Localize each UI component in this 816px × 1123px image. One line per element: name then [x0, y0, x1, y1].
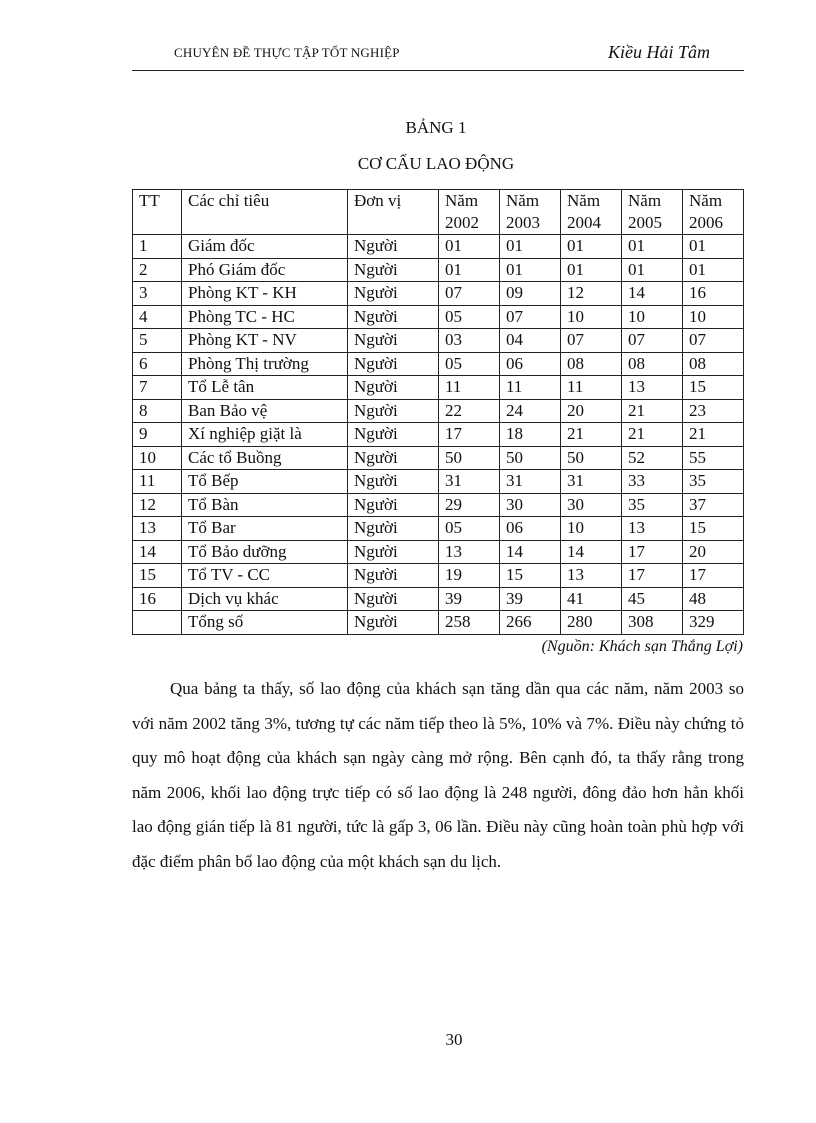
cell-value: 15	[683, 517, 744, 541]
cell-value: 15	[683, 376, 744, 400]
cell-value: 17	[683, 564, 744, 588]
cell-unit: Người	[348, 493, 439, 517]
cell-tt: 2	[133, 258, 182, 282]
cell-name: Phòng Thị trường	[182, 352, 348, 376]
cell-value: 30	[500, 493, 561, 517]
labor-structure-table	[132, 189, 744, 635]
cell-value: 266	[500, 611, 561, 635]
cell-value: 31	[439, 470, 500, 494]
cell-tt: 8	[133, 399, 182, 423]
cell-name: Giám đốc	[182, 235, 348, 259]
cell-tt: 5	[133, 329, 182, 353]
page-header	[132, 40, 744, 71]
cell-value: 17	[439, 423, 500, 447]
cell-tt: 6	[133, 352, 182, 376]
cell-value: 10	[561, 517, 622, 541]
cell-unit: Người	[348, 517, 439, 541]
table-header-row	[133, 190, 744, 235]
cell-unit: Người	[348, 329, 439, 353]
table-row	[133, 493, 744, 517]
table-row	[133, 540, 744, 564]
table-row	[133, 329, 744, 353]
cell-value: 03	[439, 329, 500, 353]
cell-value: 33	[622, 470, 683, 494]
cell-name: Tổ Bar	[182, 517, 348, 541]
cell-value: 11	[500, 376, 561, 400]
table-body	[133, 235, 744, 635]
cell-name: Các tổ Buồng	[182, 446, 348, 470]
table-row	[133, 399, 744, 423]
cell-name: Dịch vụ khác	[182, 587, 348, 611]
cell-value: 01	[622, 258, 683, 282]
cell-name: Tổ Bàn	[182, 493, 348, 517]
cell-value: 24	[500, 399, 561, 423]
cell-name: Phó Giám đốc	[182, 258, 348, 282]
cell-name: Xí nghiệp giặt là	[182, 423, 348, 447]
header-title: CHUYÊN ĐỀ THỰC TẬP TỐT NGHIỆP	[174, 45, 400, 60]
cell-value: 37	[683, 493, 744, 517]
cell-unit: Người	[348, 446, 439, 470]
cell-value: 13	[439, 540, 500, 564]
cell-unit: Người	[348, 258, 439, 282]
cell-value: 12	[561, 282, 622, 306]
cell-value: 280	[561, 611, 622, 635]
cell-value: 29	[439, 493, 500, 517]
cell-value: 17	[622, 540, 683, 564]
cell-value: 21	[622, 423, 683, 447]
table-row	[133, 258, 744, 282]
cell-unit: Người	[348, 305, 439, 329]
cell-tt: 1	[133, 235, 182, 259]
cell-value: 01	[439, 235, 500, 259]
table-row	[133, 235, 744, 259]
cell-value: 01	[683, 235, 744, 259]
cell-value: 20	[561, 399, 622, 423]
header-year-2003: Năm 2003	[500, 190, 561, 235]
cell-name: Phòng KT - NV	[182, 329, 348, 353]
cell-tt: 16	[133, 587, 182, 611]
cell-value: 20	[683, 540, 744, 564]
table-row	[133, 423, 744, 447]
cell-value: 09	[500, 282, 561, 306]
cell-value: 07	[439, 282, 500, 306]
cell-unit: Người	[348, 376, 439, 400]
cell-value: 08	[561, 352, 622, 376]
cell-value: 11	[439, 376, 500, 400]
cell-unit: Người	[348, 399, 439, 423]
cell-value: 39	[500, 587, 561, 611]
cell-value: 01	[500, 235, 561, 259]
cell-tt: 9	[133, 423, 182, 447]
cell-value: 01	[561, 258, 622, 282]
cell-value: 07	[500, 305, 561, 329]
cell-value: 13	[622, 517, 683, 541]
cell-value: 11	[561, 376, 622, 400]
cell-value: 10	[622, 305, 683, 329]
cell-value: 19	[439, 564, 500, 588]
cell-value: 13	[561, 564, 622, 588]
cell-value: 15	[500, 564, 561, 588]
cell-name: Tổng số	[182, 611, 348, 635]
cell-tt: 7	[133, 376, 182, 400]
cell-value: 50	[561, 446, 622, 470]
cell-name: Ban Bảo vệ	[182, 399, 348, 423]
table-row	[133, 352, 744, 376]
cell-value: 06	[500, 517, 561, 541]
cell-unit: Người	[348, 423, 439, 447]
cell-value: 14	[622, 282, 683, 306]
cell-value: 39	[439, 587, 500, 611]
cell-value: 31	[500, 470, 561, 494]
cell-tt: 12	[133, 493, 182, 517]
cell-value: 07	[561, 329, 622, 353]
header-name: Các chỉ tiêu	[182, 190, 348, 235]
cell-value: 21	[683, 423, 744, 447]
cell-value: 08	[683, 352, 744, 376]
cell-value: 13	[622, 376, 683, 400]
cell-value: 50	[439, 446, 500, 470]
cell-value: 01	[439, 258, 500, 282]
cell-unit: Người	[348, 235, 439, 259]
cell-name: Phòng KT - KH	[182, 282, 348, 306]
cell-value: 258	[439, 611, 500, 635]
table-row	[133, 564, 744, 588]
table-row	[133, 305, 744, 329]
cell-tt: 4	[133, 305, 182, 329]
table-row	[133, 517, 744, 541]
cell-value: 14	[500, 540, 561, 564]
table-row	[133, 587, 744, 611]
cell-name: Tổ TV - CC	[182, 564, 348, 588]
cell-value: 01	[622, 235, 683, 259]
header-year-2005: Năm 2005	[622, 190, 683, 235]
header-unit: Đơn vị	[348, 190, 439, 235]
cell-value: 07	[622, 329, 683, 353]
cell-value: 05	[439, 352, 500, 376]
cell-value: 07	[683, 329, 744, 353]
cell-unit: Người	[348, 282, 439, 306]
cell-value: 31	[561, 470, 622, 494]
header-year-2004: Năm 2004	[561, 190, 622, 235]
cell-value: 04	[500, 329, 561, 353]
cell-value: 01	[561, 235, 622, 259]
table-row	[133, 376, 744, 400]
cell-value: 45	[622, 587, 683, 611]
cell-value: 35	[683, 470, 744, 494]
paragraph-text: Qua bảng ta thấy, số lao động của khách sạn tăng dần qua các năm, năm 2003 so với năm 2002 tăng 3%, tương tự các năm tiếp theo là 5%, 10% và 7%. Điều này chứng tỏ quy mô hoạt động của khách sạn ngày càng mở rộng. Bên cạnh đó, ta thấy rằng trong năm 2006, khối lao động trực tiếp có số lao động là 248 người, đông đảo hơn hẳn khối lao động gián tiếp là 81 người, tức là gấp 3, 06 lần. Điều này cũng hoàn toàn phù hợp với đặc điểm phân bổ lao động của một khách sạn du lịch.	[132, 679, 744, 871]
cell-value: 08	[622, 352, 683, 376]
cell-value: 21	[622, 399, 683, 423]
cell-value: 52	[622, 446, 683, 470]
cell-tt: 15	[133, 564, 182, 588]
table-row	[133, 470, 744, 494]
cell-value: 01	[500, 258, 561, 282]
cell-value: 17	[622, 564, 683, 588]
cell-value: 14	[561, 540, 622, 564]
page-number: 30	[445, 1030, 463, 1049]
cell-tt: 3	[133, 282, 182, 306]
table-title: CƠ CẤU LAO ĐỘNG	[357, 154, 515, 173]
cell-value: 16	[683, 282, 744, 306]
cell-value: 41	[561, 587, 622, 611]
cell-value: 55	[683, 446, 744, 470]
cell-value: 48	[683, 587, 744, 611]
header-tt: TT	[133, 190, 182, 235]
cell-value: 05	[439, 305, 500, 329]
cell-value: 50	[500, 446, 561, 470]
table-row	[133, 611, 744, 635]
header-author: Kiều Hải Tâm	[607, 42, 710, 62]
cell-unit: Người	[348, 611, 439, 635]
table-source: (Nguồn: Khách sạn Thắng Lợi)	[541, 638, 743, 655]
cell-unit: Người	[348, 587, 439, 611]
cell-value: 10	[561, 305, 622, 329]
cell-value: 05	[439, 517, 500, 541]
cell-value: 10	[683, 305, 744, 329]
cell-tt: 11	[133, 470, 182, 494]
cell-tt	[133, 611, 182, 635]
cell-value: 06	[500, 352, 561, 376]
cell-value: 35	[622, 493, 683, 517]
cell-name: Tổ Lễ tân	[182, 376, 348, 400]
header-year-2006: Năm 2006	[683, 190, 744, 235]
cell-value: 23	[683, 399, 744, 423]
cell-name: Tổ Bếp	[182, 470, 348, 494]
cell-unit: Người	[348, 352, 439, 376]
cell-unit: Người	[348, 470, 439, 494]
cell-value: 22	[439, 399, 500, 423]
body-paragraph	[132, 672, 744, 879]
cell-unit: Người	[348, 564, 439, 588]
header-year-2002: Năm 2002	[439, 190, 500, 235]
table-row	[133, 282, 744, 306]
cell-name: Phòng TC - HC	[182, 305, 348, 329]
cell-value: 01	[683, 258, 744, 282]
cell-value: 18	[500, 423, 561, 447]
cell-value: 308	[622, 611, 683, 635]
cell-tt: 14	[133, 540, 182, 564]
cell-unit: Người	[348, 540, 439, 564]
cell-value: 30	[561, 493, 622, 517]
cell-name: Tổ Bảo dưỡng	[182, 540, 348, 564]
cell-value: 21	[561, 423, 622, 447]
cell-tt: 13	[133, 517, 182, 541]
cell-value: 329	[683, 611, 744, 635]
table-number: BẢNG 1	[405, 118, 467, 137]
cell-tt: 10	[133, 446, 182, 470]
table-row	[133, 446, 744, 470]
